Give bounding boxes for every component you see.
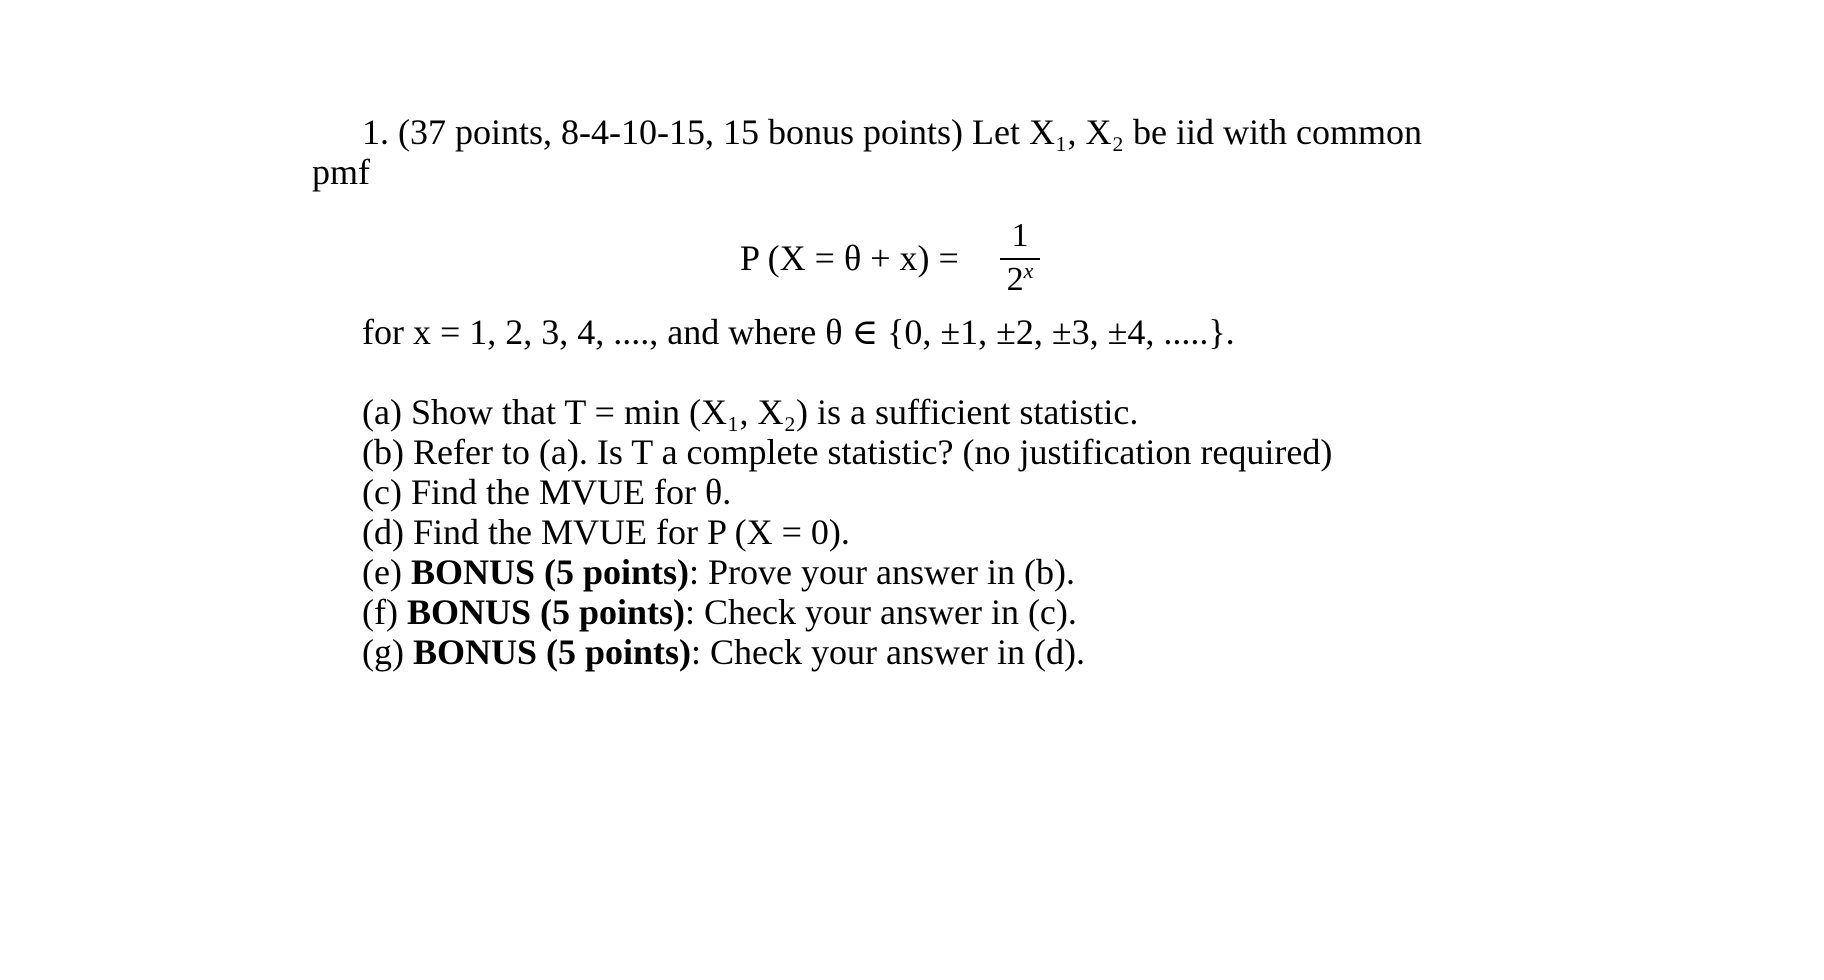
part-f	[362, 592, 1077, 632]
domain-line: for x = 1, 2, 3, 4, ...., and where θ ∈ {0, ±1, ±2, ±3, ±4, .....}.	[362, 312, 1235, 352]
fraction-bar	[1000, 258, 1040, 260]
part-label: (g)	[362, 632, 404, 672]
part-label: (d)	[362, 512, 404, 552]
pmf-equation-fraction	[1000, 218, 1040, 298]
part-text: Find the MVUE for P (X = 0).	[412, 512, 850, 552]
pmf-equation-lhs: P (X = θ + x) =	[740, 238, 959, 278]
problem-header-line2: pmf	[312, 152, 370, 192]
part-bonus: BONUS (5 points)	[412, 632, 692, 672]
part-a	[362, 392, 1138, 432]
part-bonus: BONUS (5 points)	[410, 552, 690, 592]
problem-header-line1: 1. (37 points, 8-4-10-15, 15 bonus points) Let X₁, X₂ be iid with common	[362, 112, 1423, 152]
part-b	[362, 432, 1332, 472]
fraction-numerator: 1	[1011, 217, 1029, 254]
denominator-base: 2	[1006, 261, 1024, 298]
fraction-denominator	[1000, 258, 1040, 298]
part-e	[362, 552, 1075, 592]
part-d	[362, 512, 850, 552]
part-label: (a)	[362, 392, 402, 432]
denominator-exponent: x	[1023, 258, 1034, 283]
part-label: (f)	[362, 592, 398, 632]
part-text: Refer to (a). Is T a complete statistic? (no justification required)	[412, 432, 1333, 472]
part-text: Find the MVUE for θ.	[410, 472, 732, 512]
part-label: (b)	[362, 432, 404, 472]
part-label: (e)	[362, 552, 402, 592]
part-c	[362, 472, 731, 512]
part-g	[362, 632, 1085, 672]
part-text: : Prove your answer in (b).	[689, 552, 1075, 592]
part-bonus: BONUS (5 points)	[406, 592, 686, 632]
part-label: (c)	[362, 472, 402, 512]
part-text: : Check your answer in (c).	[685, 592, 1077, 632]
part-text: Show that T = min (X₁, X₂) is a sufficient statistic.	[410, 392, 1139, 432]
part-text: : Check your answer in (d).	[691, 632, 1085, 672]
